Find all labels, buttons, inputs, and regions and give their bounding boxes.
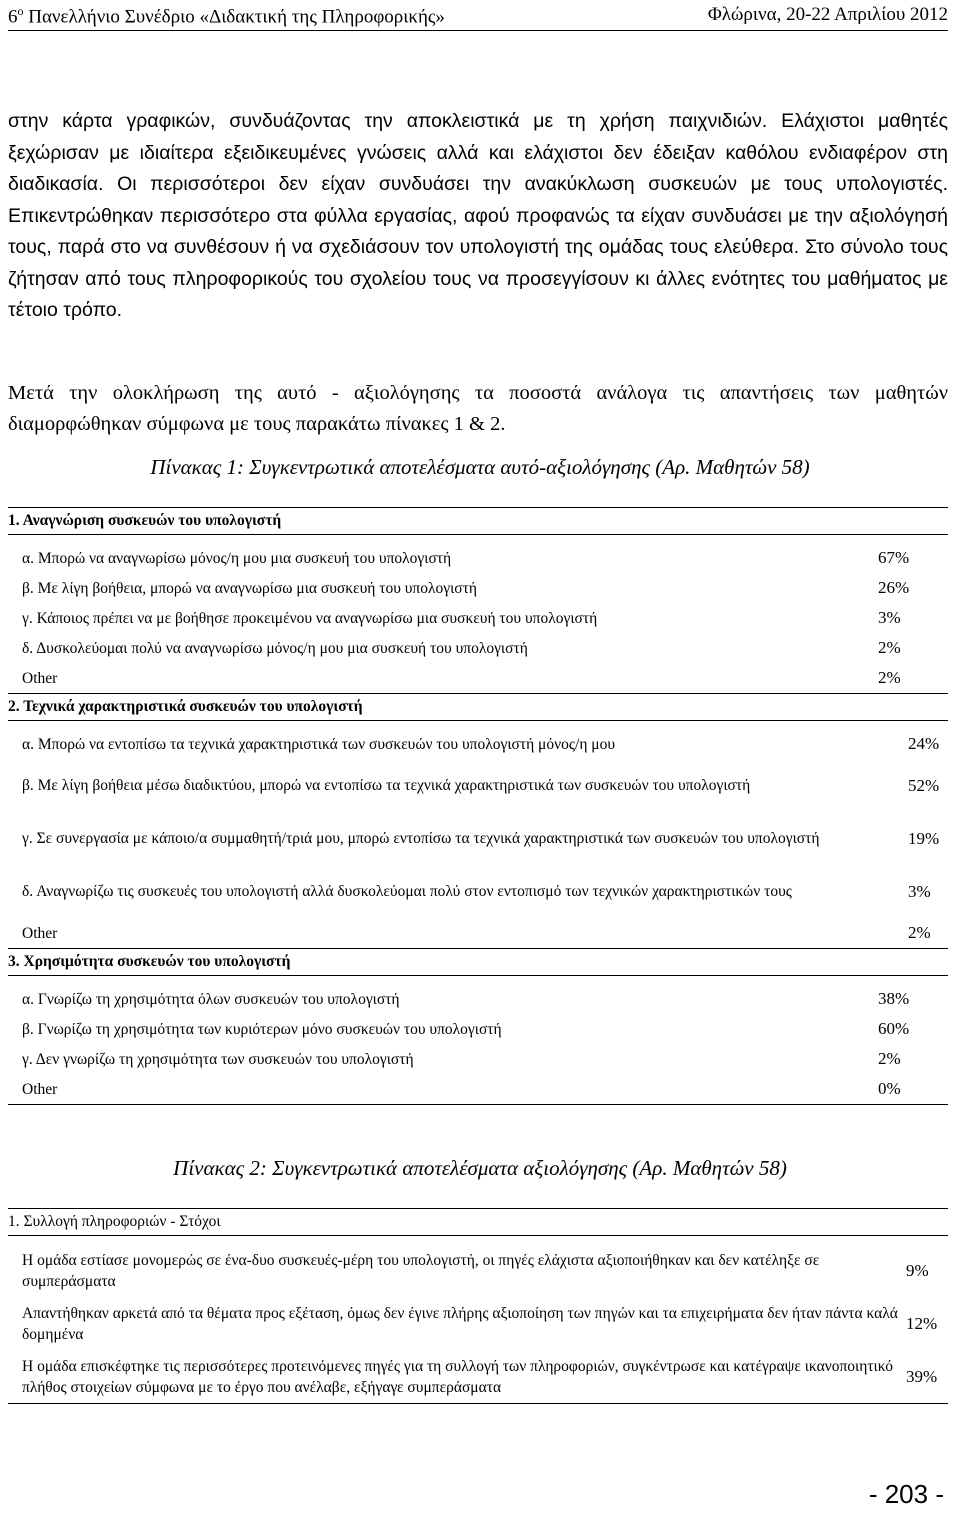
table1-section-title: 3. Χρησιμότητα συσκευών του υπολογιστή (8, 948, 948, 976)
paragraph-1: στην κάρτα γραφικών, συνδυάζοντας την αποκλειστικά με τη χρήση παιχνιδιών. Ελάχιστοι μαθητές ξεχώρισαν με ιδιαίτερα εξειδικευμένες γνώσεις αλλά και ελάχιστοι δεν έδειξαν καθόλου ενδιαφέρον στη διαδικασία. Οι περισσότεροι δεν είχαν συνδυάσει την ανακύκλωση συσκευών με τους υπολογιστές. Επικεντρώθηκαν περισσότερο στα φύλλα εργασίας, αφού προφανώς τα είχαν συνδυάσει με την αξιολόγησή τους, παρά στο να συνθέσουν ή να σχεδιάσουν τον υπολογιστή της ομάδας τους ελεύθερα. Στο σύνολο τους ζήτησαν από τους πληροφορικούς του σχολείου τους να προσεγγίσουν κι άλλες ενότητες του μαθήματος με τέτοιο τρόπο. (8, 110, 948, 321)
table-row: Other 2% (22, 668, 901, 687)
table1-bottom-rule (8, 1104, 948, 1105)
paragraph-2: Μετά την ολοκλήρωση της αυτό - αξιολόγησης τα ποσοστά ανάλογα τις απαντήσεις των μαθητών διαμορφώθηκαν σύμφωνα με τους παρακάτω πίνακες 1 & 2. (8, 382, 948, 435)
table-row: γ. Κάποιος πρέπει να με βοήθησε προκειμένου να αναγνωρίσω μια συσκευή του υπολογιστή 3% (22, 608, 901, 627)
running-header (8, 4, 948, 28)
conference-location: Φλώρινα, 20-22 Απριλίου 2012 (707, 4, 948, 25)
table-row: β. Με λίγη βοήθεια, μπορώ να αναγνωρίσω μια συσκευή του υπολογιστή 26% (22, 578, 910, 597)
table-1 (8, 507, 948, 1105)
header-rule (8, 30, 948, 31)
table-row: Η ομάδα εστίασε μονομερώς σε ένα-δυο συσκευές-μέρη του υπολογιστή, οι πηγές ελάχιστα αξιοποιήθηκαν και δεν κατέληξε σε συμπεράσματα 9% (22, 1251, 929, 1290)
table-row: δ. Αναγνωρίζω τις συσκευές του υπολογιστή αλλά δυσκολεύομαι πολύ στον εντοπισμό των τεχνικών χαρακτηριστικών τους 3% (22, 881, 931, 901)
table-row: β. Με λίγη βοήθεια μέσω διαδικτύου, μπορώ να εντοπίσω τα τεχνικά χαρακτηριστικά των συσκευών του υπολογιστή 52% (22, 775, 940, 795)
table-row: Η ομάδα επισκέφτηκε τις περισσότερες προτεινόμενες πηγές για τη συλλογή των πληροφοριών, συγκέντρωσε και κατέγραψε ικανοποιητικό πλήθος στοιχείων σύμφωνα με το έργο που ανέλαβε, εξήγαγε συμπεράσματα 39% (22, 1357, 938, 1396)
table-row: α. Γνωρίζω τη χρησιμότητα όλων συσκευών του υπολογιστή 38% (22, 989, 910, 1008)
table-row: Other 2% (22, 923, 931, 942)
table-row: Other 0% (22, 1079, 901, 1098)
table2-caption: Πίνακας 2: Συγκεντρωτικά αποτελέσματα αξιολόγησης (Αρ. Μαθητών 58) (173, 1156, 787, 1180)
table-2 (8, 1208, 948, 1404)
conference-title: $6^o$ Πανελλήνιο Συνέδριο «Διδακτική της Πληροφορικής» (8, 4, 445, 28)
table2-bottom-rule (8, 1403, 948, 1404)
table-row: γ. Δεν γνωρίζω τη χρησιμότητα των συσκευών του υπολογιστή 2% (22, 1049, 901, 1068)
table2-section-title: 1. Συλλογή πληροφοριών - Στόχοι (8, 1208, 948, 1236)
table-row: β. Γνωρίζω τη χρησιμότητα των κυριότερων μόνο συσκευών του υπολογιστή 60% (22, 1019, 910, 1038)
table-row: Απαντήθηκαν αρκετά από τα θέματα προς εξέταση, όμως δεν έγινε πλήρης αξιοποίηση των πηγών και τα επιχειρήματα δεν ήταν πάντα καλά δομημένα 12% (22, 1304, 938, 1343)
table-row: α. Μπορώ να εντοπίσω τα τεχνικά χαρακτηριστικά των συσκευών του υπολογιστή μόνος/η μου 24% (22, 734, 940, 753)
table1-section-title: 2. Τεχνικά χαρακτηριστικά συσκευών του υπολογιστή (8, 693, 948, 721)
page-number: - 203 - (868, 1479, 944, 1509)
table-row: γ. Σε συνεργασία με κάποιο/α συμμαθητή/τριά μου, μπορώ εντοπίσω τα τεχνικά χαρακτηριστικά των συσκευών του υπολογιστή 19% (22, 828, 940, 848)
table-row: δ. Δυσκολεύομαι πολύ να αναγνωρίσω μόνος/η μου μια συσκευή του υπολογιστή 2% (22, 638, 901, 657)
table1-caption: Πίνακας 1: Συγκεντρωτικά αποτελέσματα αυτό-αξιολόγησης (Αρ. Μαθητών 58) (150, 455, 810, 479)
table1-section-title: 1. Αναγνώριση συσκευών του υπολογιστή (8, 507, 948, 535)
table-row: α. Μπορώ να αναγνωρίσω μόνος/η μου μια συσκευή του υπολογιστή 67% (22, 548, 910, 567)
